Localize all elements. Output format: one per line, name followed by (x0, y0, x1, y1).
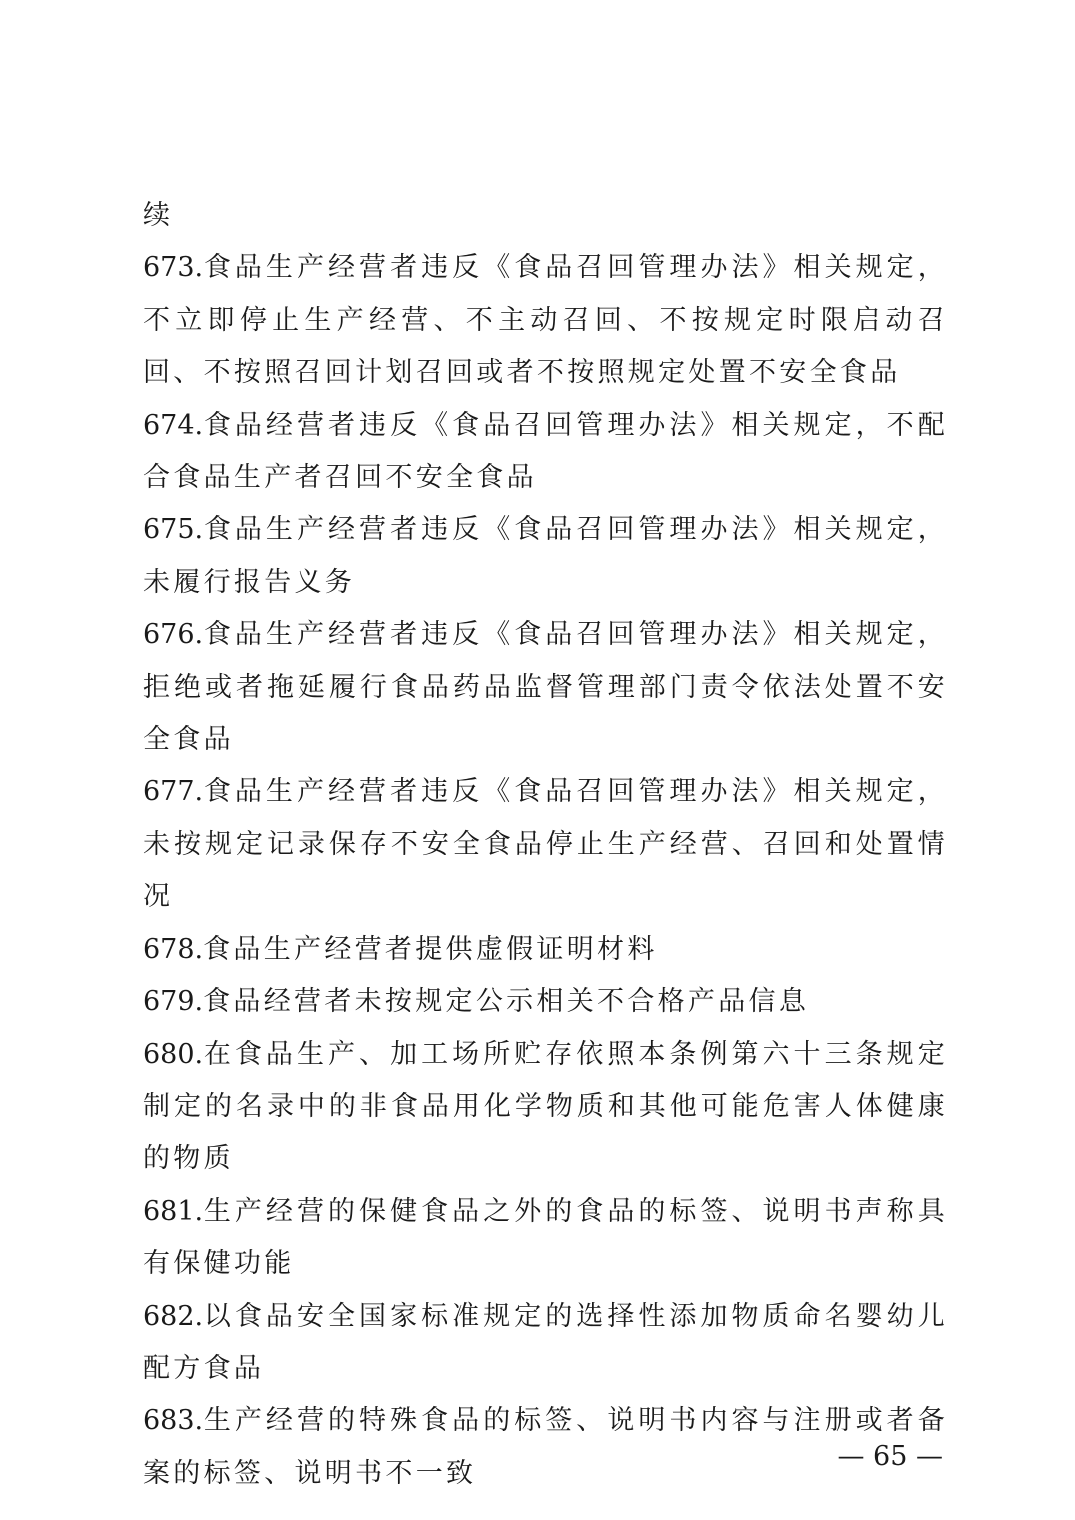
list-item-673 (143, 242, 948, 399)
item-text: 在食品生产、加工场所贮存依照本条例第六十三条规定制定的名录中的非食品用化学物质和其他可能危害人体健康的物质 (143, 1038, 948, 1175)
list-item-681 (143, 1186, 948, 1291)
item-text: 食品生产经营者提供虚假证明材料 (203, 933, 658, 965)
list-item-682 (143, 1291, 948, 1396)
item-text: 食品生产经营者违反《食品召回管理办法》相关规定，不立即停止生产经营、不主动召回、不按规定时限启动召回、不按照召回计划召回或者不按照规定处置不安全食品 (143, 252, 948, 389)
list-item-683 (143, 1395, 948, 1500)
list-item-678 (143, 924, 948, 976)
list-item-674 (143, 400, 948, 505)
item-text: 食品生产经营者违反《食品召回管理办法》相关规定，未按规定记录保存不安全食品停止生产经营、召回和处置情况 (143, 776, 948, 913)
item-number: 679. (143, 986, 204, 1018)
item-text: 食品经营者违反《食品召回管理办法》相关规定，不配合食品生产者召回不安全食品 (143, 409, 948, 494)
list-item-679 (143, 976, 948, 1028)
list-item-680 (143, 1029, 948, 1186)
item-text: 生产经营的保健食品之外的食品的标签、说明书声称具有保健功能 (143, 1195, 948, 1280)
item-number: 682. (143, 1300, 204, 1332)
item-text: 食品生产经营者违反《食品召回管理办法》相关规定，未履行报告义务 (143, 514, 948, 598)
list-item-676 (143, 609, 948, 766)
list-item-675 (143, 504, 948, 609)
item-text: 食品生产经营者违反《食品召回管理办法》相关规定，拒绝或者拖延履行食品药品监督管理部门责令依法处置不安全食品 (143, 619, 948, 756)
item-number: 674. (143, 409, 204, 441)
list-item-677 (143, 766, 948, 923)
page-number: — 65 — (837, 1441, 943, 1472)
item-number: 683. (143, 1405, 204, 1437)
item-text: 以食品安全国家标准规定的选择性添加物质命名婴幼儿配方食品 (143, 1300, 948, 1384)
item-number: 676. (143, 619, 204, 651)
item-number: 681. (143, 1195, 204, 1227)
item-text: 生产经营的特殊食品的标签、说明书内容与注册或者备案的标签、说明书不一致 (143, 1405, 948, 1489)
item-number: 673. (143, 252, 204, 284)
item-number: 678. (143, 933, 204, 965)
item-number: 675. (143, 514, 204, 546)
document-body (143, 190, 948, 1500)
item-number: 677. (143, 776, 204, 808)
item-number: 680. (143, 1038, 204, 1070)
continued-label: 续 (143, 200, 174, 231)
item-text: 食品经营者未按规定公示相关不合格产品信息 (203, 986, 810, 1018)
